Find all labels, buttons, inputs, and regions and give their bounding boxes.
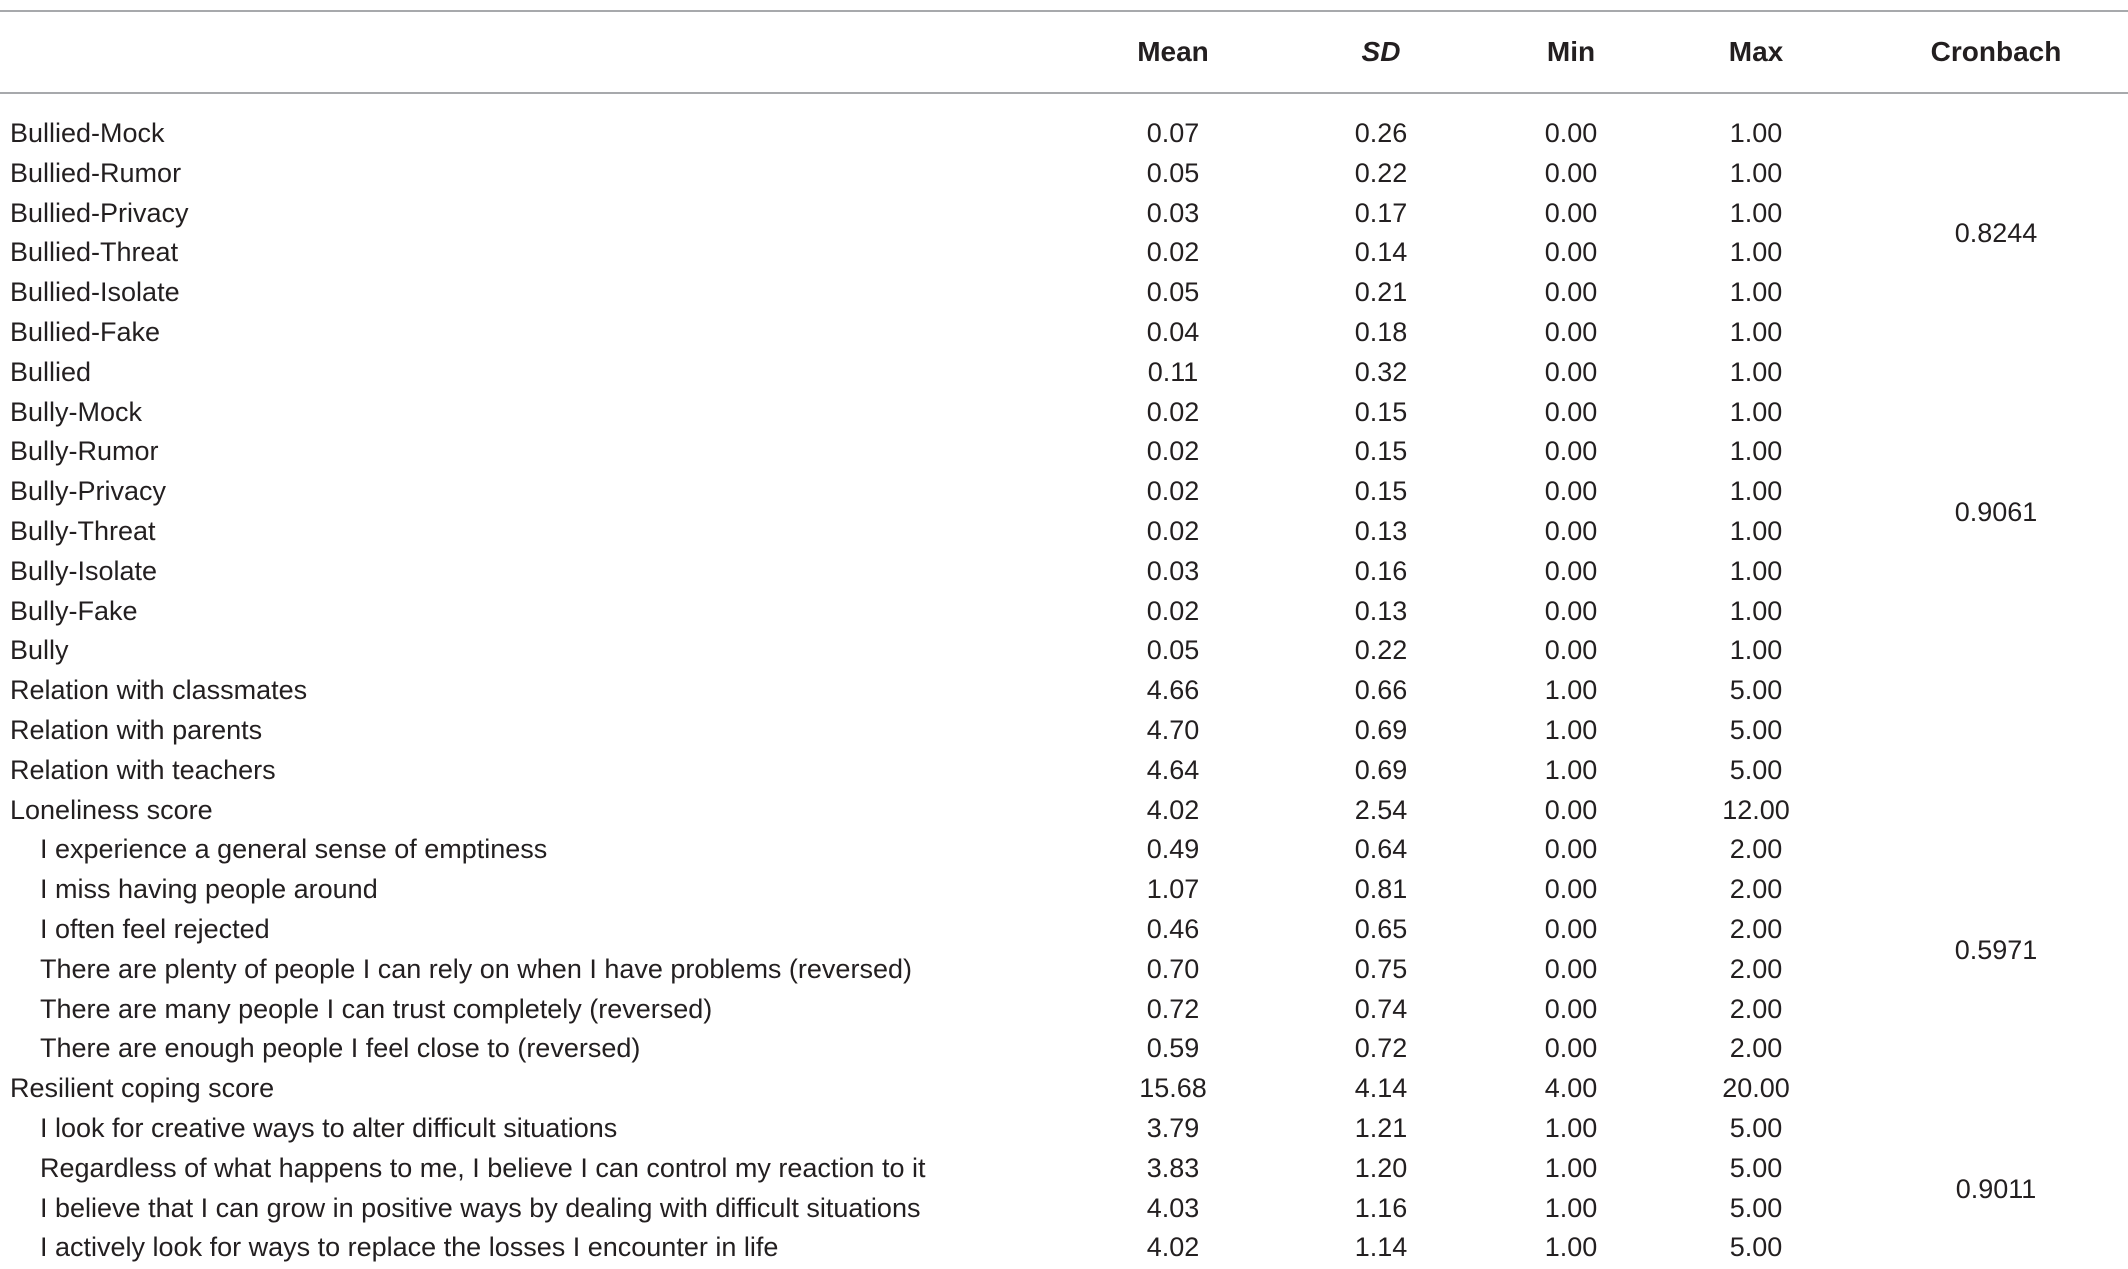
- cronbach-value: 0.9061: [1954, 497, 2038, 527]
- row-label: Relation with classmates: [10, 675, 308, 706]
- row-label: I look for creative ways to alter difficult situations: [40, 1112, 618, 1143]
- cell-min: 0.00: [1544, 316, 1598, 347]
- cell-sd: 0.13: [1354, 595, 1408, 626]
- cell-mean: 0.05: [1146, 157, 1200, 188]
- cell-mean: 0.03: [1146, 555, 1200, 586]
- table-row: [0, 313, 2128, 353]
- cell-min: 4.00: [1544, 1073, 1598, 1104]
- table-row: [0, 1029, 2128, 1069]
- cell-mean: 4.70: [1146, 714, 1200, 745]
- row-label: There are plenty of people I can rely on when I have problems (reversed): [40, 953, 912, 984]
- cell-mean: 3.79: [1146, 1112, 1200, 1143]
- cell-mean: 0.05: [1146, 277, 1200, 308]
- row-label: Bullied: [10, 356, 92, 387]
- table-row: [0, 432, 2128, 472]
- cell-max: 1.00: [1729, 157, 1783, 188]
- table-row: [0, 472, 2128, 512]
- row-label: Bullied-Threat: [10, 237, 179, 268]
- table-row: [0, 631, 2128, 671]
- cronbach-value: 0.9011: [1955, 1173, 2037, 1204]
- cell-sd: 1.20: [1354, 1152, 1408, 1183]
- cell-sd: 0.17: [1354, 197, 1408, 228]
- cell-max: 1.00: [1729, 595, 1783, 626]
- cell-max: 5.00: [1729, 675, 1783, 706]
- row-label: Bullied-Isolate: [10, 277, 180, 308]
- row-label: I believe that I can grow in positive ways by dealing with difficult situations: [40, 1192, 921, 1223]
- cell-sd: 0.64: [1354, 834, 1408, 865]
- cell-mean: 0.49: [1146, 834, 1200, 865]
- cell-max: 1.00: [1729, 555, 1783, 586]
- cell-max: 5.00: [1729, 754, 1783, 785]
- table-row: [0, 353, 2128, 393]
- table-body: [0, 114, 2128, 1268]
- cell-sd: 1.16: [1354, 1192, 1408, 1223]
- row-label: Bullied-Mock: [10, 118, 165, 148]
- cell-sd: 0.69: [1354, 754, 1408, 785]
- cell-min: 1.00: [1544, 675, 1598, 706]
- cell-max: 1.00: [1729, 436, 1783, 467]
- header-max: Max: [1728, 36, 1784, 67]
- table-row: [0, 592, 2128, 632]
- cell-max: 2.00: [1729, 953, 1783, 984]
- header-min: Min: [1546, 36, 1596, 67]
- table-row: [0, 1149, 2128, 1189]
- cell-min: 0.00: [1544, 237, 1598, 268]
- table-row: [0, 990, 2128, 1030]
- row-label: Bullied-Fake: [10, 316, 161, 347]
- table-row: [0, 512, 2128, 552]
- cell-sd: 0.18: [1354, 316, 1408, 347]
- cell-mean: 0.59: [1146, 1033, 1200, 1064]
- row-label: Relation with teachers: [10, 754, 276, 785]
- cell-sd: 0.65: [1354, 913, 1408, 944]
- table-row: [0, 273, 2128, 313]
- table-row: [0, 751, 2128, 791]
- cell-min: 0.00: [1544, 913, 1598, 944]
- cell-max: 2.00: [1729, 874, 1783, 905]
- row-label: I actively look for ways to replace the losses I encounter in life: [40, 1232, 779, 1263]
- cell-min: 1.00: [1544, 1192, 1598, 1223]
- row-label: I experience a general sense of emptiness: [40, 834, 548, 865]
- cell-sd: 0.16: [1354, 555, 1408, 586]
- header-sd: SD: [1361, 36, 1401, 67]
- row-label: There are enough people I feel close to (reversed): [40, 1033, 641, 1064]
- cell-sd: 0.13: [1354, 515, 1408, 546]
- cell-max: 2.00: [1729, 993, 1783, 1024]
- cell-mean: 15.68: [1139, 1073, 1207, 1104]
- table-row: [0, 910, 2128, 950]
- cell-min: 0.00: [1544, 993, 1598, 1024]
- table-row: [0, 552, 2128, 592]
- cell-mean: 0.02: [1146, 436, 1200, 467]
- cell-sd: 0.32: [1354, 356, 1408, 387]
- cell-max: 1.00: [1729, 635, 1783, 666]
- cell-min: 0.00: [1544, 197, 1598, 228]
- cell-mean: 0.70: [1146, 953, 1200, 984]
- cell-mean: 0.02: [1146, 595, 1200, 626]
- cell-mean: 0.02: [1146, 515, 1200, 546]
- cell-mean: 0.03: [1146, 197, 1200, 228]
- table-row: [0, 194, 2128, 234]
- cell-min: 1.00: [1544, 1152, 1598, 1183]
- table-row: [0, 1189, 2128, 1229]
- cell-max: 1.00: [1729, 515, 1783, 546]
- cell-min: 0.00: [1544, 794, 1598, 825]
- table-row: [0, 1069, 2128, 1109]
- cell-mean: 0.11: [1147, 356, 1199, 387]
- row-label: Relation with parents: [10, 714, 263, 745]
- cell-max: 2.00: [1729, 834, 1783, 865]
- cell-max: 1.00: [1729, 396, 1783, 427]
- header-mean: Mean: [1137, 36, 1209, 67]
- cell-mean: 4.02: [1146, 1232, 1200, 1263]
- row-label: Regardless of what happens to me, I believe I can control my reaction to it: [40, 1152, 926, 1183]
- table-row: [0, 233, 2128, 273]
- cell-max: 5.00: [1729, 714, 1783, 745]
- cell-mean: 0.72: [1146, 993, 1200, 1024]
- header-cronbach: Cronbach: [1930, 36, 2062, 67]
- cronbach-value: 0.5971: [1954, 934, 2038, 965]
- cell-mean: 0.46: [1146, 913, 1200, 944]
- cell-mean: 4.66: [1146, 675, 1200, 706]
- cell-max: 1.00: [1729, 356, 1783, 387]
- table-row: [0, 950, 2128, 990]
- cell-mean: 1.07: [1146, 874, 1200, 905]
- table-row: [0, 830, 2128, 870]
- cell-max: 1.00: [1729, 316, 1783, 347]
- cronbach-value: 0.8244: [1954, 218, 2038, 249]
- cell-sd: 2.54: [1354, 794, 1408, 825]
- cell-sd: 0.72: [1354, 1033, 1408, 1064]
- row-label: Loneliness score: [10, 794, 213, 825]
- cell-sd: 0.15: [1354, 476, 1408, 507]
- table-row: [0, 791, 2128, 831]
- row-label: I miss having people around: [40, 874, 378, 905]
- cell-mean: 0.05: [1146, 635, 1200, 666]
- table-row: [0, 870, 2128, 910]
- cell-sd: 0.69: [1354, 714, 1408, 745]
- cell-sd: 0.81: [1354, 874, 1408, 905]
- cell-max: 1.00: [1729, 476, 1783, 507]
- cell-mean: 0.02: [1146, 237, 1200, 268]
- cell-min: 0.00: [1544, 118, 1598, 148]
- row-label: Bully-Threat: [10, 515, 156, 546]
- cell-mean: 0.04: [1146, 316, 1200, 347]
- cell-min: 0.00: [1544, 555, 1598, 586]
- cell-sd: 0.74: [1354, 993, 1408, 1024]
- row-label: Bullied-Rumor: [10, 157, 182, 188]
- cell-min: 1.00: [1544, 1112, 1598, 1143]
- cell-sd: 0.22: [1354, 635, 1408, 666]
- row-label: Bully-Rumor: [10, 436, 159, 467]
- cell-sd: 0.14: [1354, 237, 1408, 268]
- cell-max: 2.00: [1729, 913, 1783, 944]
- cell-sd: 0.75: [1354, 953, 1408, 984]
- cell-min: 0.00: [1544, 396, 1598, 427]
- cell-min: 1.00: [1544, 1232, 1598, 1263]
- cell-min: 0.00: [1544, 635, 1598, 666]
- table-row: [0, 114, 2128, 154]
- cell-mean: 4.02: [1146, 794, 1200, 825]
- cell-sd: 1.21: [1354, 1112, 1408, 1143]
- cell-max: 5.00: [1729, 1232, 1783, 1263]
- cell-max: 20.00: [1722, 1073, 1790, 1104]
- cell-min: 0.00: [1544, 1033, 1598, 1064]
- cell-sd: 0.66: [1354, 675, 1408, 706]
- cell-min: 0.00: [1544, 874, 1598, 905]
- row-label: Bully-Fake: [10, 595, 138, 626]
- cell-min: 1.00: [1544, 754, 1598, 785]
- cell-mean: 0.02: [1146, 476, 1200, 507]
- cell-sd: 0.15: [1354, 436, 1408, 467]
- table-row: [0, 711, 2128, 751]
- table-row: [0, 671, 2128, 711]
- cell-sd: 0.26: [1354, 118, 1408, 148]
- row-label: Bullied-Privacy: [10, 197, 189, 228]
- cell-mean: 3.83: [1146, 1152, 1200, 1183]
- cell-mean: 0.07: [1146, 118, 1200, 148]
- cell-sd: 4.14: [1354, 1073, 1408, 1104]
- cell-sd: 0.15: [1354, 396, 1408, 427]
- table-row: [0, 1228, 2128, 1268]
- cell-mean: 4.64: [1146, 754, 1200, 785]
- cell-max: 5.00: [1729, 1192, 1783, 1223]
- cell-min: 0.00: [1544, 277, 1598, 308]
- row-label: Bully-Privacy: [10, 476, 167, 507]
- cell-min: 1.00: [1544, 714, 1598, 745]
- cell-max: 5.00: [1729, 1112, 1783, 1143]
- cell-min: 0.00: [1544, 476, 1598, 507]
- table-row: [0, 1109, 2128, 1149]
- row-label: Bully: [10, 635, 69, 666]
- header-rule: [0, 92, 2128, 94]
- cell-max: 1.00: [1729, 237, 1783, 268]
- cell-max: 1.00: [1729, 118, 1783, 148]
- cell-sd: 1.14: [1354, 1232, 1408, 1263]
- cell-mean: 0.02: [1146, 396, 1200, 427]
- cell-max: 2.00: [1729, 1033, 1783, 1064]
- cell-mean: 4.03: [1146, 1192, 1200, 1223]
- table-row: [0, 154, 2128, 194]
- cell-max: 5.00: [1729, 1152, 1783, 1183]
- table-row: [0, 393, 2128, 433]
- cell-min: 0.00: [1544, 157, 1598, 188]
- cell-max: 12.00: [1722, 794, 1790, 825]
- cell-sd: 0.21: [1354, 277, 1408, 308]
- cell-min: 0.00: [1544, 595, 1598, 626]
- cell-sd: 0.22: [1354, 157, 1408, 188]
- cell-max: 1.00: [1729, 197, 1783, 228]
- cell-min: 0.00: [1544, 834, 1598, 865]
- cell-min: 0.00: [1544, 436, 1598, 467]
- table-header-row: [0, 12, 2128, 92]
- cell-min: 0.00: [1544, 953, 1598, 984]
- cell-min: 0.00: [1544, 515, 1598, 546]
- row-label: Resilient coping score: [10, 1073, 275, 1104]
- row-label: Bully-Mock: [10, 396, 143, 427]
- row-label: Bully-Isolate: [10, 555, 158, 586]
- cell-min: 0.00: [1544, 356, 1598, 387]
- row-label: There are many people I can trust completely (reversed): [40, 993, 713, 1024]
- cell-max: 1.00: [1729, 277, 1783, 308]
- row-label: I often feel rejected: [40, 913, 270, 944]
